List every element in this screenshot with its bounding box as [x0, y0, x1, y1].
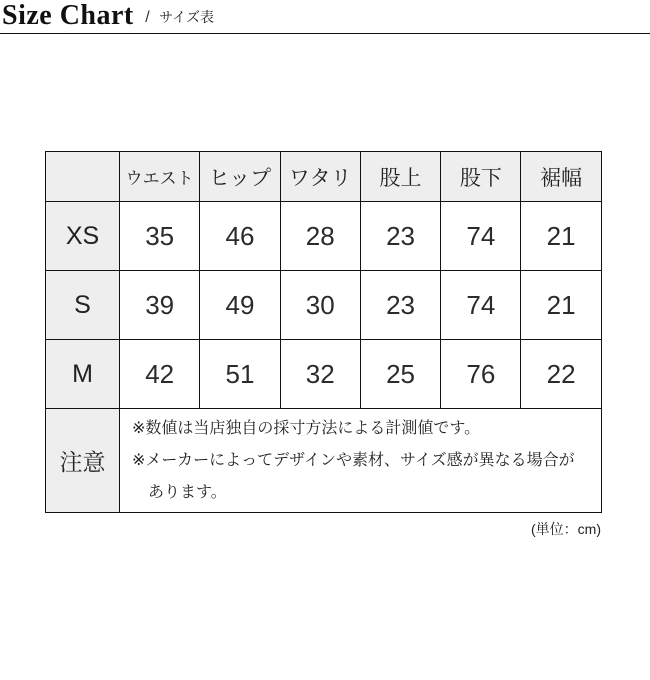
size-cell: 21 [521, 202, 601, 271]
note-text [120, 409, 602, 513]
size-row-m [46, 340, 602, 409]
size-row-label: M [46, 340, 120, 409]
size-cell: 74 [441, 202, 521, 271]
size-row-label: S [46, 271, 120, 340]
size-cell: 42 [120, 340, 200, 409]
size-row-xs [46, 202, 602, 271]
column-header-waist: ウエスト [120, 152, 200, 202]
page-subtitle: サイズ表 [159, 9, 215, 25]
column-header-hem-width: 裾幅 [521, 152, 601, 202]
size-cell: 21 [521, 271, 601, 340]
size-cell: 35 [120, 202, 200, 271]
size-cell: 49 [200, 271, 280, 340]
size-cell: 23 [360, 202, 440, 271]
column-header-rise: 股上 [360, 152, 440, 202]
size-cell: 39 [120, 271, 200, 340]
title-separator: / [145, 9, 150, 26]
size-cell: 74 [441, 271, 521, 340]
size-row-label: XS [46, 202, 120, 271]
note-label: 注意 [46, 409, 120, 513]
size-cell: 23 [360, 271, 440, 340]
column-header-thigh: ワタリ [280, 152, 360, 202]
size-cell: 76 [441, 340, 521, 409]
size-cell: 28 [280, 202, 360, 271]
size-chart-section [45, 151, 602, 513]
size-cell: 51 [200, 340, 280, 409]
note-line: ※メーカーによってデザインや素材、サイズ感が異なる場合があります。 [132, 451, 575, 501]
size-table [45, 151, 602, 513]
note-row [46, 409, 602, 513]
size-cell: 22 [521, 340, 601, 409]
column-header-hip: ヒップ [200, 152, 280, 202]
size-cell: 30 [280, 271, 360, 340]
page-header [0, 0, 650, 34]
size-cell: 46 [200, 202, 280, 271]
column-header-inseam: 股下 [441, 152, 521, 202]
page-title: Size Chart [2, 0, 134, 31]
size-cell: 25 [360, 340, 440, 409]
size-table-header-row [46, 152, 602, 202]
unit-note: (単位：cm) [531, 521, 601, 537]
note-line: ※数値は当店独自の採寸方法による計測値です。 [132, 419, 481, 437]
size-row-s [46, 271, 602, 340]
size-cell: 32 [280, 340, 360, 409]
column-header-empty [46, 152, 120, 202]
